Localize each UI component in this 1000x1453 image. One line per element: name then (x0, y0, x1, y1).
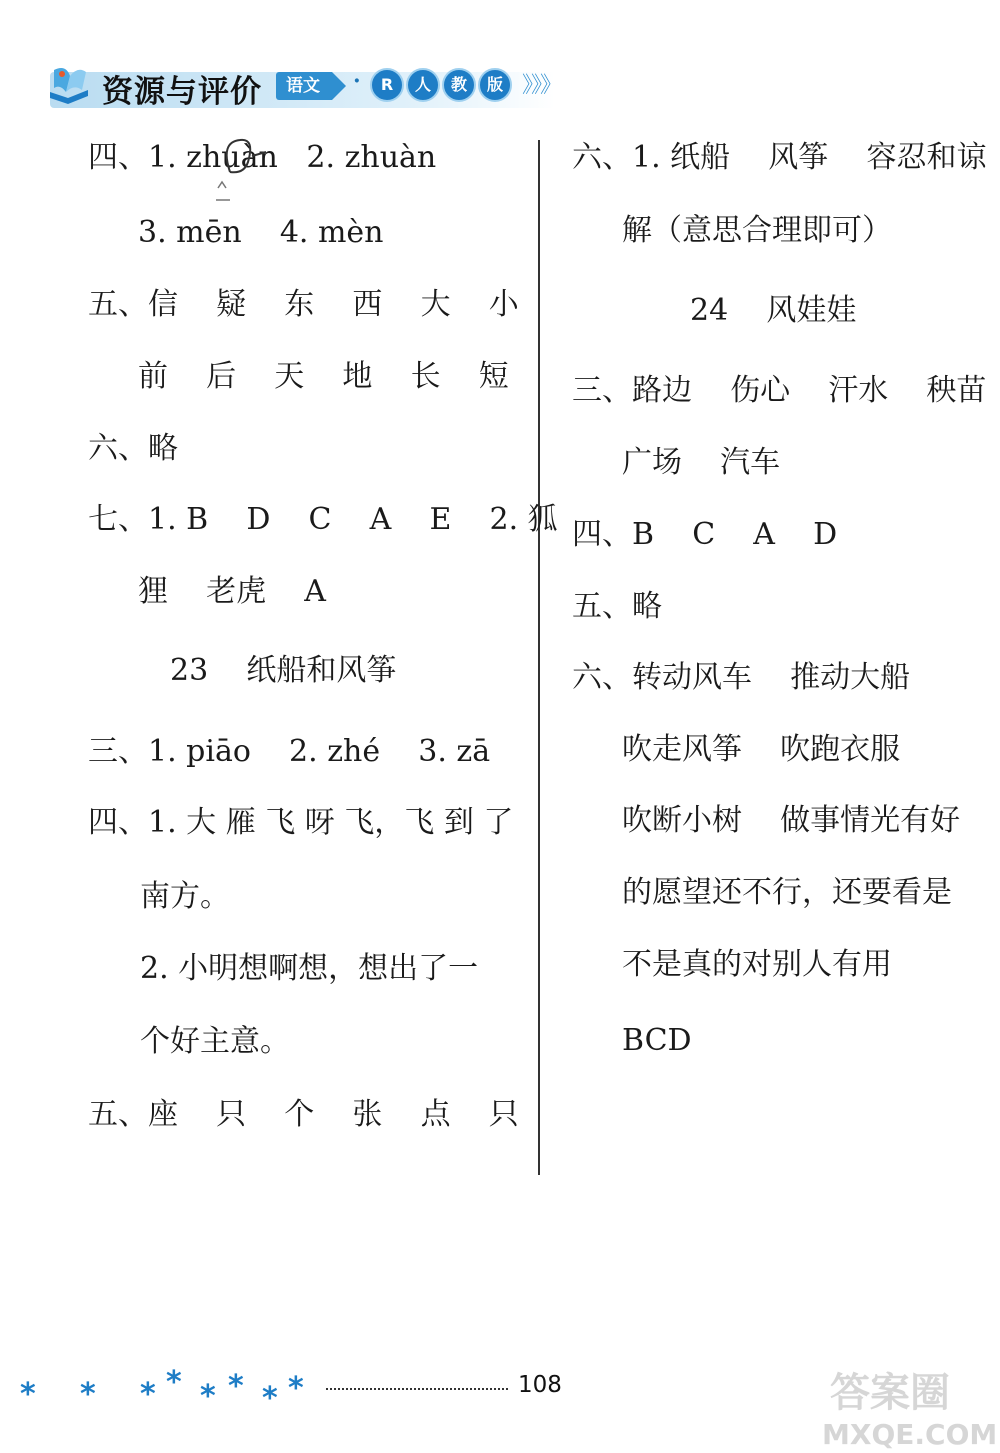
answer-line: 的愿望还不行，还要看是 (622, 875, 952, 910)
answer-line: 解（意思合理即可） (622, 213, 892, 248)
answer-line: 四、B C A D (572, 517, 838, 552)
answer-line: 六、略 (88, 431, 178, 466)
answer-line: 七、1. B D C A E 2. 狐 (88, 502, 558, 537)
svg-text:*: * (166, 1365, 182, 1400)
answer-line: 四、1. zhuàn 2. zhuàn (88, 140, 437, 175)
answer-line: 五、略 (572, 589, 662, 624)
handwriting-scribble (200, 132, 270, 212)
answer-line: 五、座 只 个 张 点 只 (88, 1097, 519, 1132)
answer-line: 个好主意。 (140, 1024, 290, 1059)
answer-line: 六、1. 纸船 风筝 容忍和谅 (572, 140, 987, 175)
edition-char: R (370, 68, 404, 102)
answer-line: 南方。 (140, 879, 230, 914)
edition-badge (370, 68, 512, 102)
svg-text:*: * (228, 1369, 244, 1404)
edition-char: 版 (478, 68, 512, 102)
answer-line: 三、路边 伤心 汗水 秧苗 (572, 373, 987, 408)
book-title: 资源与评价 (102, 74, 262, 110)
answer-line: 六、转动风车 推动大船 (572, 660, 911, 695)
answer-line: 吹断小树 做事情光有好 (622, 803, 961, 838)
answer-line: 前 后 天 地 长 短 (138, 359, 509, 394)
header-separator: · (353, 68, 361, 94)
answer-line: 广场 汽车 (622, 445, 781, 480)
edition-char: 人 (406, 68, 440, 102)
footer-dotted-leader (326, 1388, 508, 1390)
chevrons-icon: 》》》 (522, 73, 561, 98)
page-number: 108 (518, 1372, 562, 1398)
decorative-stars-icon (18, 1362, 328, 1412)
answer-line: 3. mēn 4. mèn (138, 215, 384, 250)
watermark-logo (810, 1360, 1000, 1450)
answer-line: 三、1. piāo 2. zhé 3. zā (88, 734, 491, 769)
page-header (40, 58, 570, 114)
watermark-title: 答案圈 (830, 1370, 950, 1416)
column-divider (538, 140, 540, 1175)
answer-line: 狸 老虎 A (138, 574, 326, 609)
lesson-heading: 23 纸船和风筝 (170, 653, 397, 688)
answer-line: BCD (622, 1023, 692, 1058)
book-logo-icon (46, 62, 92, 106)
svg-text:*: * (200, 1379, 216, 1412)
answer-line: 四、1. 大 雁 飞 呀 飞，飞 到 了 (88, 805, 514, 840)
svg-text:*: * (288, 1371, 304, 1406)
subject-tag: 语文 (276, 72, 332, 100)
answer-line: 吹走风筝 吹跑衣服 (622, 732, 901, 767)
svg-text:*: * (80, 1377, 96, 1412)
answer-line: 2. 小明想啊想，想出了一 (140, 951, 479, 986)
watermark-url: MXQE.COM (822, 1418, 998, 1450)
svg-text:*: * (20, 1377, 36, 1412)
lesson-heading: 24 风娃娃 (690, 293, 857, 328)
answer-line: 不是真的对别人有用 (622, 947, 892, 982)
svg-text:*: * (262, 1381, 278, 1412)
answer-line: 五、信 疑 东 西 大 小 (88, 287, 519, 322)
svg-text:*: * (140, 1377, 156, 1412)
edition-char: 教 (442, 68, 476, 102)
